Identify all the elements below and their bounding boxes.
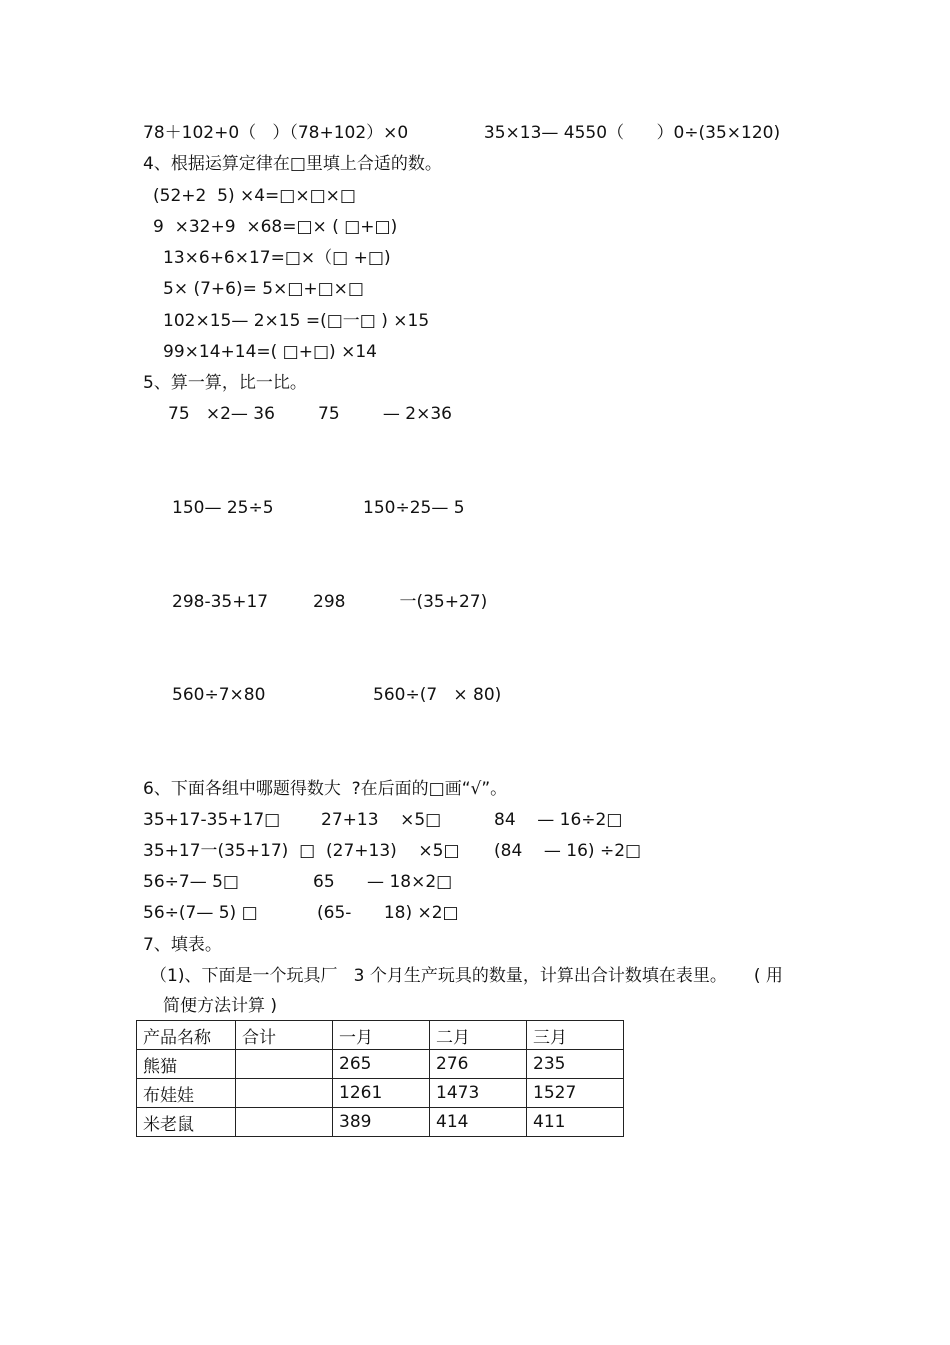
q4-item: 5× (7+6)= 5×□+□×□ [163,279,364,299]
question-4-title: 4、根据运算定律在□里填上合适的数。 [143,154,442,174]
q6-expression: 65 — 18×2□ [313,872,453,892]
q6-expression: 84 — 16÷2□ [494,810,623,830]
product-name-cell: 熊猫 [137,1050,236,1079]
table-row [137,1050,624,1079]
q6-expression: 27+13 ×5□ [321,810,442,830]
question-7-title: 7、填表。 [143,935,222,955]
q6-expression: 35+17一(35+17) □ [143,841,316,861]
product-name-cell: 米老鼠 [137,1108,236,1137]
q5-expression: 75 ×2— 36 [168,404,275,424]
q7-instruction-cont: 简便方法计算 ) [163,996,278,1016]
q6-expression: (84 — 16) ÷2□ [494,841,642,861]
product-name-cell: 布娃娃 [137,1079,236,1108]
q5-expression: 560÷7×80 [172,685,266,705]
q7-instruction: （1)、下面是一个玩具厂 3 个月生产玩具的数量，计算出合计数填在表里。 ( 用 [150,966,783,986]
header-cell: 三月 [527,1021,624,1050]
arithmetic-line-top: 78＋102+0（ ）（78+102）×0 35×13— 4550（ ）0÷(35×120) [143,123,781,143]
month-cell: 1261 [333,1079,430,1108]
q6-expression: 35+17-35+17□ [143,810,281,830]
q5-expression: 560÷(7 × 80) [373,685,502,705]
q4-item: 102×15— 2×15 =(□一□ ) ×15 [163,311,430,331]
header-cell: 一月 [333,1021,430,1050]
q5-expression: 150÷25— 5 [363,498,465,518]
q6-expression: (65- 18) ×2□ [317,903,459,923]
total-cell[interactable] [236,1108,333,1137]
month-cell: 276 [430,1050,527,1079]
question-6-title: 6、下面各组中哪题得数大 ?在后面的□画“√”。 [143,779,508,799]
q5-expression: 75 — 2×36 [318,404,452,424]
q6-expression: 56÷7— 5□ [143,872,239,892]
q4-item: (52+2 5) ×4=□×□×□ [153,186,356,206]
month-cell: 265 [333,1050,430,1079]
header-cell: 产品名称 [137,1021,236,1050]
q4-item: 9 ×32+9 ×68=□× ( □+□) [153,217,398,237]
q5-expression: 150— 25÷5 [172,498,274,518]
month-cell: 1527 [527,1079,624,1108]
q6-expression: (27+13) ×5□ [326,841,460,861]
total-cell[interactable] [236,1079,333,1108]
table-row [137,1079,624,1108]
q5-expression: 298-35+17 [172,592,269,612]
month-cell: 1473 [430,1079,527,1108]
question-5-title: 5、算一算，比一比。 [143,373,307,393]
q5-expression: 298 一(35+27) [313,592,488,612]
month-cell: 235 [527,1050,624,1079]
table-header-row [137,1021,624,1050]
toy-production-table [136,1020,624,1137]
header-cell: 二月 [430,1021,527,1050]
month-cell: 414 [430,1108,527,1137]
q6-expression: 56÷(7— 5) □ [143,903,258,923]
month-cell: 411 [527,1108,624,1137]
month-cell: 389 [333,1108,430,1137]
total-cell[interactable] [236,1050,333,1079]
table-row [137,1108,624,1137]
q4-item: 13×6+6×17=□×（□ +□) [163,248,391,268]
q4-item: 99×14+14=( □+□) ×14 [163,342,377,362]
header-cell: 合计 [236,1021,333,1050]
